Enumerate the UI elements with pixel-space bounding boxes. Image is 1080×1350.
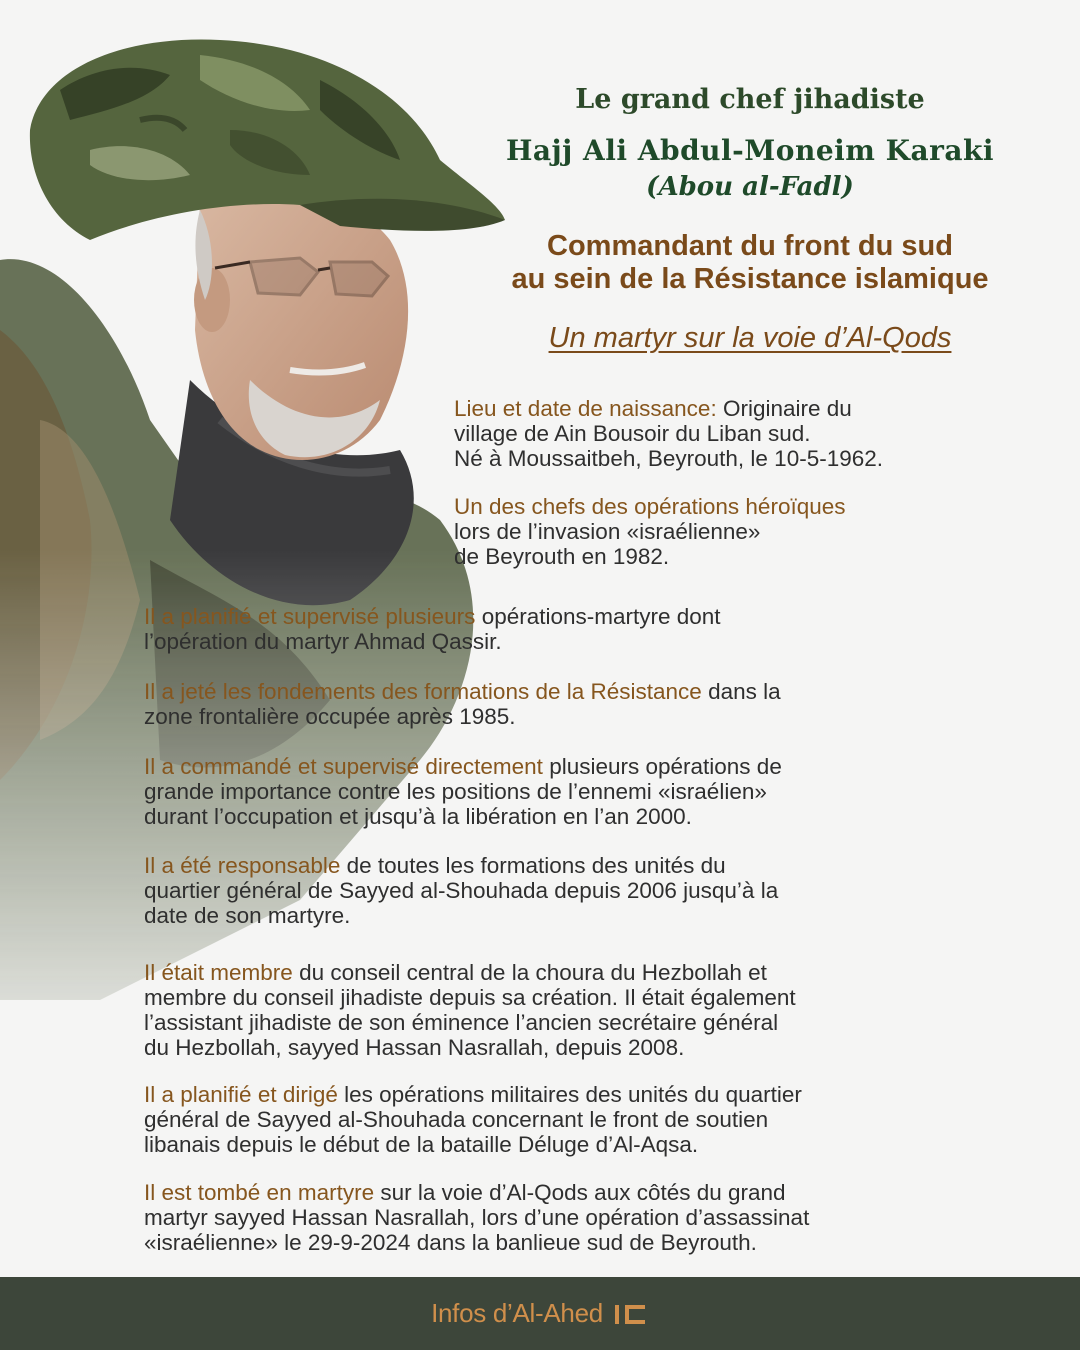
paragraph-text: dans la: [701, 679, 781, 704]
subtitle: Le grand chef jihadiste: [575, 84, 925, 115]
motto: Un martyr sur la voie d’Al-Qods: [548, 322, 952, 354]
al-ahed-logo-icon: [613, 1300, 649, 1328]
paragraph-text: date de son martyre.: [144, 903, 351, 928]
paragraph-text: membre du conseil jihadiste depuis sa création. Il était également: [144, 985, 796, 1010]
paragraph-text: Originaire du: [722, 396, 852, 421]
paragraph-text: «israélienne» le 29-9-2024 dans la banlieue sud de Beyrouth.: [144, 1230, 757, 1255]
role-line-2: au sein de la Résistance islamique: [511, 263, 989, 295]
paragraph-text: martyr sayyed Hassan Nasrallah, lors d’une opération d’assassinat: [144, 1205, 810, 1230]
paragraph-text: l’opération du martyr Ahmad Qassir.: [144, 629, 502, 654]
paragraph-martyrdom: [144, 1180, 809, 1255]
footer-bar: [0, 1277, 1080, 1350]
paragraph-highlight: Il a planifié et supervisé plusieurs: [144, 604, 476, 629]
paragraph-text: l’assistant jihadiste de son éminence l’ancien secrétaire général: [144, 1010, 779, 1035]
paragraph-text: Né à Moussaitbeh, Beyrouth, le 10-5-1962.: [454, 446, 884, 471]
paragraph-foundations: [144, 679, 781, 729]
paragraph-highlight: Il a commandé et supervisé directement: [144, 754, 543, 779]
paragraph-text: du Hezbollah, sayyed Hassan Nasrallah, depuis 2008.: [144, 1035, 685, 1060]
paragraph-text: libanais depuis le début de la bataille Déluge d’Al-Aqsa.: [144, 1132, 699, 1157]
paragraph-command: [144, 754, 782, 829]
paragraph-invasion: [454, 494, 846, 569]
paragraph-highlight: Il a planifié et dirigé: [144, 1082, 338, 1107]
paragraph-responsible: [144, 853, 778, 928]
paragraph-text: de Beyrouth en 1982.: [454, 544, 670, 569]
paragraph-highlight: Un des chefs des opérations héroïques: [454, 494, 846, 519]
paragraph-text: opérations-martyre dont: [475, 604, 721, 629]
person-name: Hajj Ali Abdul-Moneim Karaki: [505, 134, 995, 167]
paragraph-highlight: Il a été responsable: [144, 853, 341, 878]
paragraph-text: quartier général de Sayyed al-Shouhada depuis 2006 jusqu’à la: [144, 878, 779, 903]
paragraph-text: les opérations militaires des unités du quartier: [337, 1082, 802, 1107]
paragraph-text: général de Sayyed al-Shouhada concernant le front de soutien: [144, 1107, 769, 1132]
person-alias: (Abou al-Fadl): [646, 172, 854, 202]
paragraph-text: grande importance contre les positions de l’ennemi «israélien»: [144, 779, 767, 804]
paragraph-text: zone frontalière occupée après 1985.: [144, 704, 516, 729]
paragraph-text: plusieurs opérations de: [542, 754, 782, 779]
paragraph-text: lors de l’invasion «israélienne»: [454, 519, 761, 544]
paragraph-text: durant l’occupation et jusqu’à la libération en l’an 2000.: [144, 804, 692, 829]
paragraph-highlight: Il a jeté les fondements des formations de la Résistance: [144, 679, 702, 704]
paragraph-operations: [144, 604, 721, 654]
paragraph-text: village de Ain Bousoir du Liban sud.: [454, 421, 811, 446]
role-title: [440, 230, 1060, 296]
paragraph-planned: [144, 1082, 802, 1157]
paragraph-text: sur la voie d’Al-Qods aux côtés du grand: [374, 1180, 786, 1205]
paragraph-member: [144, 960, 796, 1060]
paragraph-highlight: Il est tombé en martyre: [144, 1180, 375, 1205]
paragraph-highlight: Il était membre: [144, 960, 293, 985]
paragraph-text: du conseil central de la choura du Hezbollah et: [292, 960, 767, 985]
role-line-1: Commandant du front du sud: [547, 230, 953, 262]
paragraph-text: de toutes les formations des unités du: [340, 853, 726, 878]
paragraph-birth: [454, 396, 883, 471]
paragraph-highlight: Lieu et date de naissance:: [454, 396, 723, 421]
footer-brand: Infos d’Al-Ahed: [431, 1298, 603, 1328]
